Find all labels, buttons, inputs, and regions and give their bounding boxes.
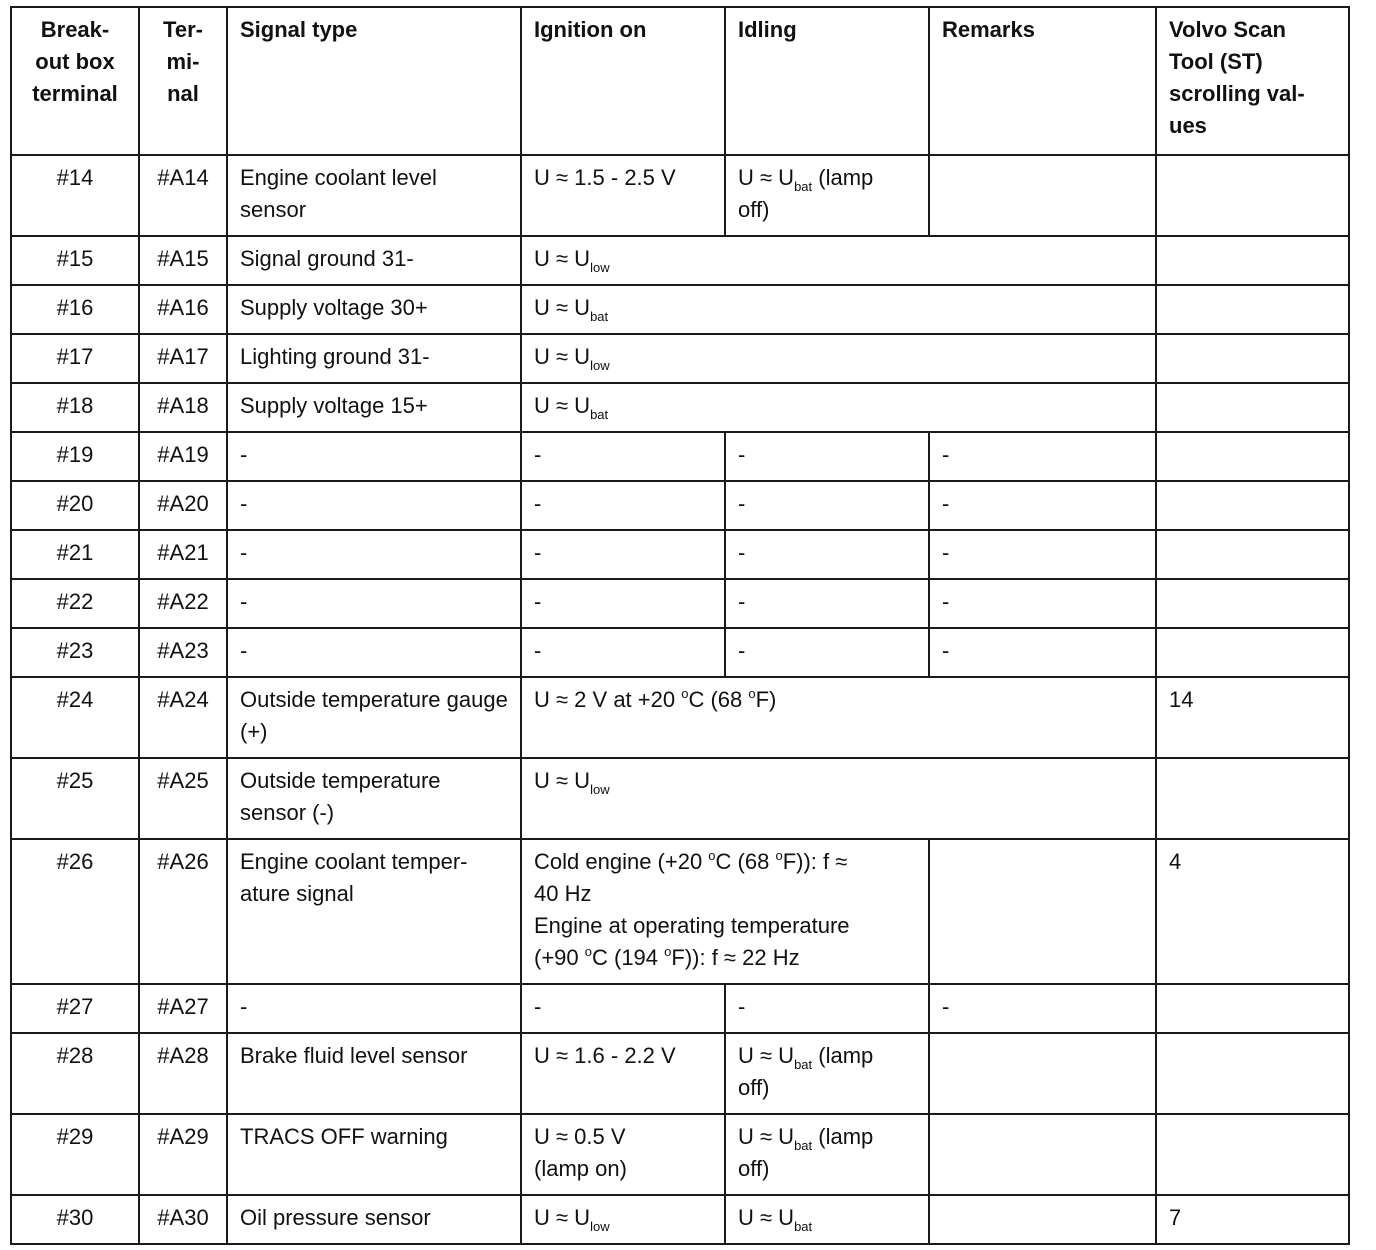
scan-tool-cell xyxy=(1156,1033,1349,1114)
ignition-idling-cell: Cold engine (+20 $^o$C (68 $^o$F)): f ≈ 40 Hz Engine at operating temperature (+90 $^o$C (194 $^o$F)): f ≈ 22 Hz xyxy=(521,839,929,984)
table-row xyxy=(11,383,1349,432)
ignition-idling-cell: $U \approx U_{bat}$ xyxy=(521,285,1156,334)
idling-cell: - xyxy=(725,984,929,1033)
scan-tool-cell xyxy=(1156,383,1349,432)
remarks-cell: - xyxy=(929,628,1156,677)
signal-type-cell: - xyxy=(227,432,521,481)
terminal-cell: #A24 xyxy=(139,677,227,758)
signal-type-cell: Supply voltage 15+ xyxy=(227,383,521,432)
signal-type-cell: Lighting ground 31- xyxy=(227,334,521,383)
breakout-terminal-cell: #17 xyxy=(11,334,139,383)
signal-type-cell: Outside temperature gauge (+) xyxy=(227,677,521,758)
terminal-cell: #A21 xyxy=(139,530,227,579)
terminal-cell: #A22 xyxy=(139,579,227,628)
signal-type-cell: - xyxy=(227,481,521,530)
table-row xyxy=(11,1033,1349,1114)
scan-tool-cell xyxy=(1156,155,1349,236)
breakout-terminal-cell: #26 xyxy=(11,839,139,984)
remarks-cell: - xyxy=(929,984,1156,1033)
ignition-idling-cell: $U \approx U_{bat}$ xyxy=(521,383,1156,432)
table-row xyxy=(11,758,1349,839)
signal-type-cell: Oil pressure sensor xyxy=(227,1195,521,1244)
terminal-cell: #A20 xyxy=(139,481,227,530)
terminal-cell: #A19 xyxy=(139,432,227,481)
ignition-on-cell: U ≈ 1.5 - 2.5 V xyxy=(521,155,725,236)
table-row xyxy=(11,579,1349,628)
signal-type-cell: - xyxy=(227,530,521,579)
signal-type-cell: Signal ground 31- xyxy=(227,236,521,285)
remarks-cell xyxy=(929,155,1156,236)
breakout-terminal-cell: #18 xyxy=(11,383,139,432)
breakout-terminal-cell: #25 xyxy=(11,758,139,839)
table-row xyxy=(11,236,1349,285)
header-scan-tool-values: Volvo Scan Tool (ST) scrolling val- ues xyxy=(1156,7,1349,155)
remarks-cell xyxy=(929,839,1156,984)
ignition-on-cell: - xyxy=(521,481,725,530)
ignition-idling-cell: $U \approx U_{low}$ xyxy=(521,334,1156,383)
breakout-terminal-cell: #16 xyxy=(11,285,139,334)
ignition-on-cell: - xyxy=(521,530,725,579)
ignition-on-cell: U ≈ 0.5 V (lamp on) xyxy=(521,1114,725,1195)
breakout-terminal-cell: #22 xyxy=(11,579,139,628)
breakout-terminal-cell: #21 xyxy=(11,530,139,579)
idling-cell: $U \approx U_{bat}$ (lamp off) xyxy=(725,155,929,236)
breakout-terminal-cell: #28 xyxy=(11,1033,139,1114)
ignition-on-cell: - xyxy=(521,984,725,1033)
terminal-cell: #A15 xyxy=(139,236,227,285)
terminal-cell: #A25 xyxy=(139,758,227,839)
table-row xyxy=(11,155,1349,236)
breakout-terminal-cell: #29 xyxy=(11,1114,139,1195)
terminal-cell: #A14 xyxy=(139,155,227,236)
remarks-cell xyxy=(929,1114,1156,1195)
table-row xyxy=(11,432,1349,481)
terminal-cell: #A17 xyxy=(139,334,227,383)
table-row xyxy=(11,1114,1349,1195)
scan-tool-cell xyxy=(1156,285,1349,334)
remarks-cell: - xyxy=(929,530,1156,579)
breakout-terminal-cell: #24 xyxy=(11,677,139,758)
idling-cell: - xyxy=(725,530,929,579)
breakout-terminal-cell: #19 xyxy=(11,432,139,481)
idling-cell: - xyxy=(725,628,929,677)
scan-tool-cell: 14 xyxy=(1156,677,1349,758)
signal-type-cell: Supply voltage 30+ xyxy=(227,285,521,334)
ignition-on-cell: - xyxy=(521,628,725,677)
table-row xyxy=(11,285,1349,334)
ignition-idling-cell: U ≈ 2 V at +20 $^o$C (68 $^o$F) xyxy=(521,677,1156,758)
table-row xyxy=(11,481,1349,530)
table-row xyxy=(11,530,1349,579)
scan-tool-cell xyxy=(1156,432,1349,481)
idling-cell: $U \approx U_{bat}$ (lamp off) xyxy=(725,1114,929,1195)
header-signal-type: Signal type xyxy=(227,7,521,155)
terminal-cell: #A16 xyxy=(139,285,227,334)
breakout-terminal-cell: #30 xyxy=(11,1195,139,1244)
terminal-cell: #A29 xyxy=(139,1114,227,1195)
ignition-idling-cell: $U \approx U_{low}$ xyxy=(521,236,1156,285)
remarks-cell: - xyxy=(929,481,1156,530)
signal-type-cell: - xyxy=(227,628,521,677)
table-row xyxy=(11,1195,1349,1244)
terminal-cell: #A23 xyxy=(139,628,227,677)
signal-type-cell: - xyxy=(227,579,521,628)
breakout-terminal-cell: #15 xyxy=(11,236,139,285)
terminal-cell: #A27 xyxy=(139,984,227,1033)
scan-tool-cell xyxy=(1156,236,1349,285)
scan-tool-cell xyxy=(1156,481,1349,530)
ignition-idling-cell: $U \approx U_{low}$ xyxy=(521,758,1156,839)
ignition-on-cell: - xyxy=(521,432,725,481)
idling-cell: $U \approx U_{bat}$ (lamp off) xyxy=(725,1033,929,1114)
remarks-cell xyxy=(929,1033,1156,1114)
scan-tool-cell xyxy=(1156,530,1349,579)
header-terminal: Ter- mi- nal xyxy=(139,7,227,155)
ignition-on-cell: $U \approx U_{low}$ xyxy=(521,1195,725,1244)
table-row xyxy=(11,984,1349,1033)
scan-tool-cell xyxy=(1156,334,1349,383)
breakout-terminal-cell: #20 xyxy=(11,481,139,530)
ignition-on-cell: - xyxy=(521,579,725,628)
table-row xyxy=(11,628,1349,677)
signal-type-cell: Engine coolant temper-ature signal xyxy=(227,839,521,984)
table-row xyxy=(11,334,1349,383)
terminal-cell: #A26 xyxy=(139,839,227,984)
scan-tool-cell xyxy=(1156,628,1349,677)
header-breakout-box-terminal: Break- out box terminal xyxy=(11,7,139,155)
terminal-cell: #A28 xyxy=(139,1033,227,1114)
pin-check-table xyxy=(10,6,1350,1245)
ignition-on-cell: U ≈ 1.6 - 2.2 V xyxy=(521,1033,725,1114)
scan-tool-cell: 7 xyxy=(1156,1195,1349,1244)
terminal-cell: #A18 xyxy=(139,383,227,432)
idling-cell: - xyxy=(725,432,929,481)
breakout-terminal-cell: #23 xyxy=(11,628,139,677)
idling-cell: $U \approx U_{bat}$ xyxy=(725,1195,929,1244)
idling-cell: - xyxy=(725,481,929,530)
scan-tool-cell: 4 xyxy=(1156,839,1349,984)
signal-type-cell: Brake fluid level sensor xyxy=(227,1033,521,1114)
scan-tool-cell xyxy=(1156,758,1349,839)
signal-type-cell: TRACS OFF warning xyxy=(227,1114,521,1195)
signal-type-cell: Engine coolant level sensor xyxy=(227,155,521,236)
table-row xyxy=(11,677,1349,758)
table-row xyxy=(11,839,1349,984)
breakout-terminal-cell: #14 xyxy=(11,155,139,236)
remarks-cell: - xyxy=(929,432,1156,481)
remarks-cell xyxy=(929,1195,1156,1244)
breakout-terminal-cell: #27 xyxy=(11,984,139,1033)
terminal-cell: #A30 xyxy=(139,1195,227,1244)
signal-type-cell: Outside temperature sensor (-) xyxy=(227,758,521,839)
header-idling: Idling xyxy=(725,7,929,155)
idling-cell: - xyxy=(725,579,929,628)
scan-tool-cell xyxy=(1156,1114,1349,1195)
header-remarks: Remarks xyxy=(929,7,1156,155)
scan-tool-cell xyxy=(1156,984,1349,1033)
scan-tool-cell xyxy=(1156,579,1349,628)
remarks-cell: - xyxy=(929,579,1156,628)
header-row xyxy=(11,7,1349,155)
header-ignition-on: Ignition on xyxy=(521,7,725,155)
signal-type-cell: - xyxy=(227,984,521,1033)
